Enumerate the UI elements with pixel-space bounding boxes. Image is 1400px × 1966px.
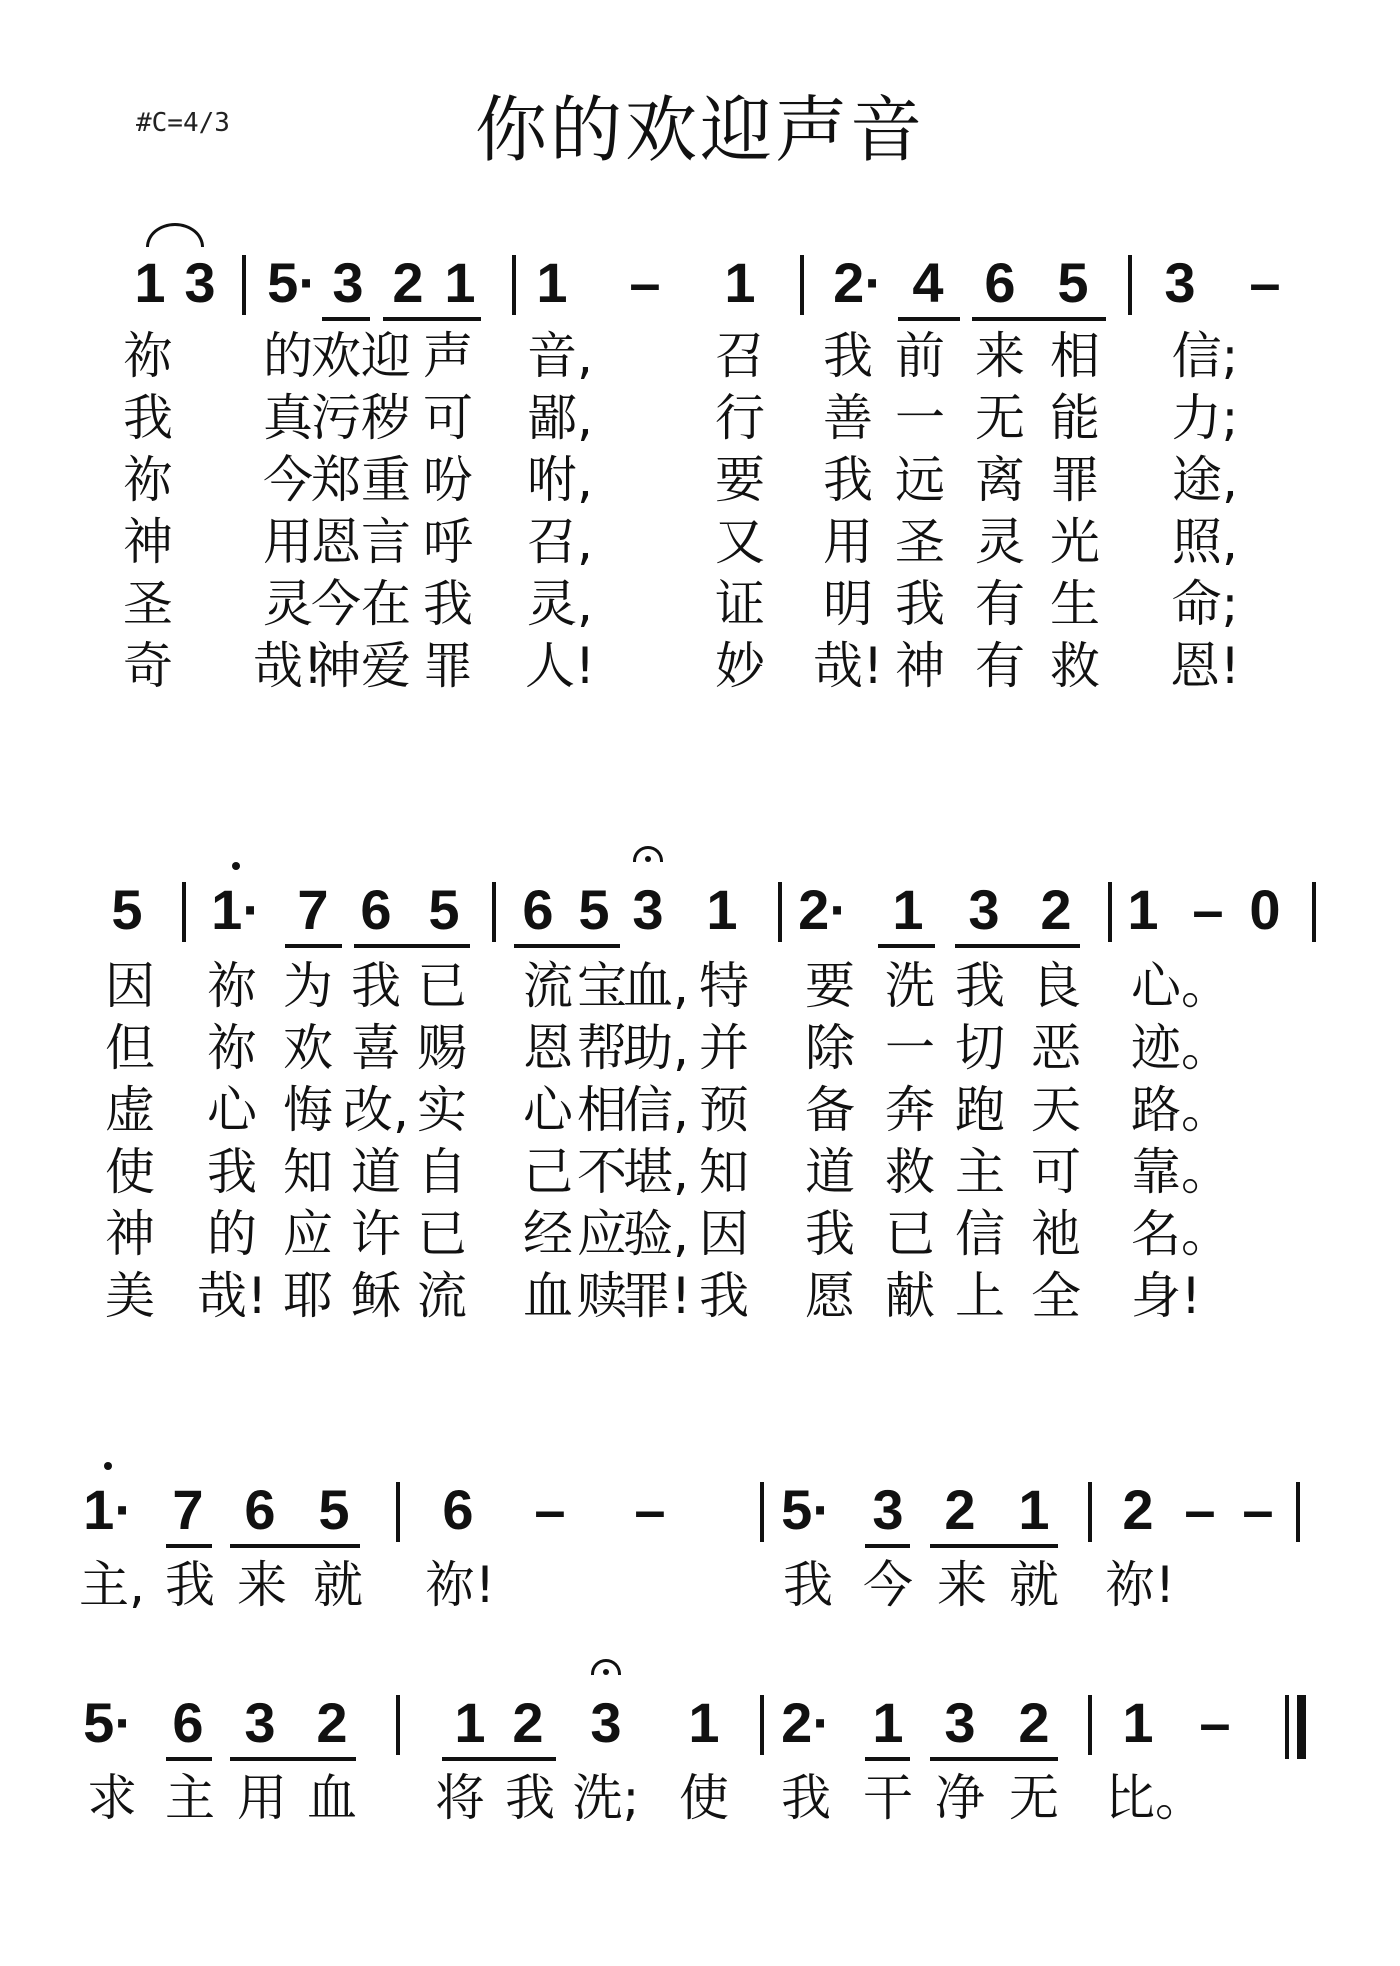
lyric-syllable: 哉! bbox=[197, 1267, 268, 1325]
lyric-syllable: 欢 bbox=[283, 1019, 333, 1077]
lyric-syllable: 妙 bbox=[715, 637, 765, 695]
note: – bbox=[629, 251, 661, 314]
note: 4 bbox=[912, 251, 944, 314]
lyric-syllable: 有 bbox=[975, 637, 1025, 695]
note: 5 bbox=[1057, 251, 1089, 314]
lyric-syllable: 圣 bbox=[895, 513, 945, 571]
note: 1 bbox=[1018, 1478, 1050, 1541]
lyric-syllable: 自 bbox=[417, 1143, 467, 1201]
note: 3 bbox=[244, 1691, 276, 1754]
lyric-syllable: 行 bbox=[715, 389, 765, 447]
lyric-syllable: 跑 bbox=[955, 1081, 1005, 1139]
lyric-syllable: 相 bbox=[577, 1081, 627, 1139]
lyric-syllable: 的 bbox=[207, 1205, 257, 1263]
note: 1 bbox=[706, 878, 738, 941]
lyric-syllable: 信 bbox=[955, 1205, 1005, 1263]
lyric-syllable: 召, bbox=[527, 513, 593, 571]
note: 1 bbox=[688, 1691, 720, 1754]
lyrics-verse-6 bbox=[0, 1266, 1400, 1332]
note: 5 bbox=[578, 878, 610, 941]
barline bbox=[512, 255, 516, 315]
lyric-syllable: 知 bbox=[699, 1143, 749, 1201]
lyric-syllable: 言 bbox=[361, 513, 411, 571]
high-octave-dot bbox=[104, 1462, 112, 1470]
lyric-syllable: 为 bbox=[283, 957, 333, 1015]
underline-beam bbox=[322, 317, 370, 321]
lyric-syllable: 帮 bbox=[577, 1019, 627, 1077]
lyric-syllable: 比。 bbox=[1105, 1769, 1205, 1827]
staff-line-2 bbox=[0, 880, 1400, 960]
lyric-syllable: 改, bbox=[343, 1081, 409, 1139]
barline bbox=[1128, 255, 1132, 315]
note: 2 bbox=[1018, 1691, 1050, 1754]
note: 6 bbox=[360, 878, 392, 941]
lyric-syllable: 声 bbox=[423, 327, 473, 385]
lyric-syllable: 我 bbox=[805, 1205, 855, 1263]
lyric-syllable: 我 bbox=[207, 1143, 257, 1201]
note: 1 bbox=[1127, 878, 1159, 941]
note: 1· bbox=[211, 878, 261, 941]
lyric-syllable: 主, bbox=[79, 1556, 145, 1614]
lyrics-verse-1 bbox=[0, 956, 1400, 1022]
lyric-syllable: 知 bbox=[283, 1143, 333, 1201]
lyric-syllable: 恩! bbox=[1170, 637, 1241, 695]
lyric-syllable: 召 bbox=[715, 327, 765, 385]
lyric-syllable: 光 bbox=[1050, 513, 1100, 571]
lyric-syllable: 净 bbox=[935, 1769, 985, 1827]
note: – bbox=[1184, 1478, 1216, 1541]
barline bbox=[1088, 1695, 1092, 1755]
lyric-syllable: 堪, bbox=[623, 1143, 689, 1201]
tie-arc bbox=[146, 223, 204, 247]
underline-beam bbox=[972, 317, 1106, 321]
lyrics-verse-3 bbox=[0, 450, 1400, 516]
note: 1 bbox=[1122, 1691, 1154, 1754]
barline bbox=[396, 1482, 400, 1542]
lyric-syllable: 悔 bbox=[283, 1081, 333, 1139]
lyric-syllable: 良 bbox=[1031, 957, 1081, 1015]
lyric-syllable: 今 bbox=[863, 1556, 913, 1614]
underline-beam bbox=[354, 944, 470, 948]
note: – bbox=[1192, 878, 1224, 941]
note: – bbox=[1242, 1478, 1274, 1541]
lyric-syllable: 恩 bbox=[311, 513, 361, 571]
underline-beam bbox=[878, 944, 935, 948]
note: – bbox=[634, 1478, 666, 1541]
lyric-syllable: 明 bbox=[823, 575, 873, 633]
lyric-syllable: 救 bbox=[885, 1143, 935, 1201]
lyric-syllable: 全 bbox=[1031, 1267, 1081, 1325]
barline bbox=[242, 255, 246, 315]
lyric-syllable: 耶 bbox=[283, 1267, 333, 1325]
note: 6 bbox=[244, 1478, 276, 1541]
lyric-syllable: 用 bbox=[823, 513, 873, 571]
note: 1 bbox=[536, 251, 568, 314]
lyric-syllable: 音, bbox=[527, 327, 593, 385]
lyrics-verse-2 bbox=[0, 388, 1400, 454]
barline bbox=[1088, 1482, 1092, 1542]
note: 6 bbox=[522, 878, 554, 941]
lyric-syllable: 又 bbox=[715, 513, 765, 571]
lyric-syllable: 生 bbox=[1050, 575, 1100, 633]
lyric-syllable: 迹。 bbox=[1131, 1019, 1231, 1077]
lyric-syllable: 恶 bbox=[1031, 1019, 1081, 1077]
song-title: 你的欢迎声音 bbox=[474, 88, 925, 172]
underline-beam bbox=[514, 944, 620, 948]
note: 2 bbox=[1040, 878, 1072, 941]
lyric-syllable: 道 bbox=[351, 1143, 401, 1201]
lyric-syllable: 祢 bbox=[207, 957, 257, 1015]
lyric-syllable: 一 bbox=[885, 1019, 935, 1077]
note: 7 bbox=[172, 1478, 204, 1541]
lyric-syllable: 善 bbox=[823, 389, 873, 447]
lyric-syllable: 我 bbox=[699, 1267, 749, 1325]
note: – bbox=[1249, 251, 1281, 314]
lyric-syllable: 但 bbox=[105, 1019, 155, 1077]
lyric-syllable: 远 bbox=[895, 451, 945, 509]
lyric-syllable: 郑 bbox=[311, 451, 361, 509]
lyric-syllable: 心 bbox=[523, 1081, 573, 1139]
lyric-syllable: 路。 bbox=[1131, 1081, 1231, 1139]
note: 5· bbox=[83, 1691, 133, 1754]
note: 7 bbox=[297, 878, 329, 941]
underline-beam bbox=[442, 1757, 556, 1761]
lyrics-verse-3 bbox=[0, 1080, 1400, 1146]
note: 3 bbox=[332, 251, 364, 314]
lyric-syllable: 今 bbox=[263, 451, 313, 509]
lyric-syllable: 前 bbox=[895, 327, 945, 385]
lyric-syllable: 迎 bbox=[361, 327, 411, 385]
lyric-syllable: 来 bbox=[237, 1556, 287, 1614]
underline-beam bbox=[230, 1757, 356, 1761]
lyric-syllable: 用 bbox=[237, 1769, 287, 1827]
lyric-syllable: 使 bbox=[679, 1769, 729, 1827]
lyric-syllable: 我 bbox=[895, 575, 945, 633]
lyric-syllable: 除 bbox=[805, 1019, 855, 1077]
lyric-syllable: 并 bbox=[699, 1019, 749, 1077]
lyrics-verse-2 bbox=[0, 1018, 1400, 1084]
lyric-syllable: 咐, bbox=[527, 451, 593, 509]
lyric-syllable: 的 bbox=[263, 327, 313, 385]
lyric-syllable: 经 bbox=[523, 1205, 573, 1263]
lyric-syllable: 爱 bbox=[361, 637, 411, 695]
note: 3 bbox=[590, 1691, 622, 1754]
lyric-syllable: 因 bbox=[105, 957, 155, 1015]
lyric-syllable: 秽 bbox=[361, 389, 411, 447]
fermata-mark bbox=[591, 1659, 621, 1675]
note: 2· bbox=[781, 1691, 831, 1754]
note: 1 bbox=[134, 251, 166, 314]
staff-line-1 bbox=[0, 253, 1400, 333]
lyric-syllable: 宝 bbox=[577, 957, 627, 1015]
lyric-syllable: 灵, bbox=[527, 575, 593, 633]
lyrics-verse-1 bbox=[0, 326, 1400, 392]
lyric-syllable: 己 bbox=[523, 1143, 573, 1201]
note: 2· bbox=[798, 878, 848, 941]
note: 1 bbox=[892, 878, 924, 941]
lyric-syllable: 使 bbox=[105, 1143, 155, 1201]
note: – bbox=[534, 1478, 566, 1541]
lyric-syllable: 罪! bbox=[621, 1267, 692, 1325]
lyric-syllable: 奇 bbox=[123, 637, 173, 695]
lyric-syllable: 已 bbox=[885, 1205, 935, 1263]
note: 6 bbox=[172, 1691, 204, 1754]
lyric-syllable: 要 bbox=[805, 957, 855, 1015]
lyric-syllable: 照, bbox=[1172, 513, 1238, 571]
lyric-syllable: 有 bbox=[975, 575, 1025, 633]
lyric-syllable: 备 bbox=[805, 1081, 855, 1139]
note: 2 bbox=[944, 1478, 976, 1541]
note: 5 bbox=[428, 878, 460, 941]
lyric-syllable: 道 bbox=[805, 1143, 855, 1201]
lyric-syllable: 我 bbox=[123, 389, 173, 447]
lyric-syllable: 不 bbox=[577, 1143, 627, 1201]
key-signature: #C=4/3 bbox=[136, 108, 230, 138]
note: 5· bbox=[781, 1478, 831, 1541]
lyric-syllable: 可 bbox=[1031, 1143, 1081, 1201]
underline-beam bbox=[930, 1757, 1058, 1761]
lyric-syllable: 切 bbox=[955, 1019, 1005, 1077]
lyric-syllable: 可 bbox=[423, 389, 473, 447]
note: 3 bbox=[632, 878, 664, 941]
barline bbox=[760, 1482, 764, 1542]
lyric-syllable: 助, bbox=[623, 1019, 689, 1077]
lyric-syllable: 心 bbox=[207, 1081, 257, 1139]
note: 3 bbox=[872, 1478, 904, 1541]
note: 3 bbox=[1164, 251, 1196, 314]
lyric-syllable: 血 bbox=[523, 1267, 573, 1325]
lyrics-verse-4 bbox=[0, 512, 1400, 578]
note: 3 bbox=[184, 251, 216, 314]
barline bbox=[182, 882, 186, 942]
lyric-syllable: 哉! bbox=[253, 637, 324, 695]
lyric-syllable: 污 bbox=[311, 389, 361, 447]
barline bbox=[800, 255, 804, 315]
note: 6 bbox=[984, 251, 1016, 314]
note: 5 bbox=[318, 1478, 350, 1541]
lyric-syllable: 今 bbox=[311, 575, 361, 633]
lyric-syllable: 奔 bbox=[885, 1081, 935, 1139]
lyric-syllable: 喜 bbox=[351, 1019, 401, 1077]
lyric-syllable: 灵 bbox=[263, 575, 313, 633]
lyric-syllable: 我 bbox=[423, 575, 473, 633]
lyric-syllable: 验, bbox=[623, 1205, 689, 1263]
underline-beam bbox=[166, 1544, 212, 1548]
note: 0 bbox=[1249, 878, 1281, 941]
barline bbox=[1108, 882, 1112, 942]
lyric-syllable: 主 bbox=[165, 1769, 215, 1827]
lyric-syllable: 就 bbox=[313, 1556, 363, 1614]
lyric-syllable: 神 bbox=[895, 637, 945, 695]
lyric-syllable: 在 bbox=[361, 575, 411, 633]
note: 5 bbox=[111, 878, 143, 941]
lyric-syllable: 赐 bbox=[417, 1019, 467, 1077]
underline-beam bbox=[930, 1544, 1058, 1548]
lyric-syllable: 救 bbox=[1050, 637, 1100, 695]
lyrics-verse-6 bbox=[0, 636, 1400, 702]
lyric-syllable: 神 bbox=[311, 637, 361, 695]
lyric-syllable: 祢 bbox=[123, 451, 173, 509]
lyric-syllable: 祂 bbox=[1031, 1205, 1081, 1263]
lyric-syllable: 血, bbox=[623, 957, 689, 1015]
lyric-syllable: 命; bbox=[1171, 575, 1239, 633]
lyric-syllable: 美 bbox=[105, 1267, 155, 1325]
lyric-syllable: 能 bbox=[1050, 389, 1100, 447]
barline bbox=[1285, 1695, 1289, 1759]
lyric-syllable: 我 bbox=[823, 327, 873, 385]
lyric-syllable: 血 bbox=[307, 1769, 357, 1827]
lyric-syllable: 干 bbox=[863, 1769, 913, 1827]
lyric-syllable: 将 bbox=[435, 1769, 485, 1827]
lyric-syllable: 用 bbox=[263, 513, 313, 571]
staff-line-4 bbox=[0, 1693, 1400, 1773]
underline-beam bbox=[285, 944, 342, 948]
note: 2 bbox=[512, 1691, 544, 1754]
note: 1· bbox=[83, 1478, 133, 1541]
lyric-syllable: 信; bbox=[1171, 327, 1239, 385]
lyric-syllable: 流 bbox=[417, 1267, 467, 1325]
lyric-syllable: 特 bbox=[699, 957, 749, 1015]
lyric-syllable: 来 bbox=[937, 1556, 987, 1614]
staff-line-3 bbox=[0, 1480, 1400, 1560]
lyric-syllable: 祢 bbox=[123, 327, 173, 385]
lyric-syllable: 证 bbox=[715, 575, 765, 633]
lyric-syllable: 应 bbox=[577, 1205, 627, 1263]
lyric-syllable: 虚 bbox=[105, 1081, 155, 1139]
note: 2 bbox=[316, 1691, 348, 1754]
barline bbox=[778, 882, 782, 942]
lyric-syllable: 罪 bbox=[1050, 451, 1100, 509]
lyric-syllable: 相 bbox=[1050, 327, 1100, 385]
lyric-syllable: 哉! bbox=[813, 637, 884, 695]
high-octave-dot bbox=[232, 862, 240, 870]
lyric-syllable: 主 bbox=[955, 1143, 1005, 1201]
lyric-syllable: 稣 bbox=[351, 1267, 401, 1325]
barline bbox=[396, 1695, 400, 1755]
lyric-syllable: 重 bbox=[361, 451, 411, 509]
lyric-syllable: 来 bbox=[975, 327, 1025, 385]
lyric-syllable: 靠。 bbox=[1131, 1143, 1231, 1201]
lyric-syllable: 欢 bbox=[311, 327, 361, 385]
lyrics-verse-4 bbox=[0, 1142, 1400, 1208]
underline-beam bbox=[383, 317, 481, 321]
lyric-syllable: 赎 bbox=[577, 1267, 627, 1325]
lyric-syllable: 我 bbox=[505, 1769, 555, 1827]
note: 2· bbox=[833, 251, 883, 314]
fermata-mark bbox=[633, 846, 663, 862]
lyric-syllable: 实 bbox=[417, 1081, 467, 1139]
lyric-syllable: 我 bbox=[783, 1556, 833, 1614]
lyric-syllable: 我 bbox=[955, 957, 1005, 1015]
lyric-syllable: 洗 bbox=[885, 957, 935, 1015]
barline bbox=[1312, 882, 1316, 942]
lyric-syllable: 神 bbox=[105, 1205, 155, 1263]
lyric-syllable: 途, bbox=[1172, 451, 1238, 509]
lyric-syllable: 罪 bbox=[423, 637, 473, 695]
lyric-syllable: 力; bbox=[1171, 389, 1239, 447]
lyric-syllable: 灵 bbox=[975, 513, 1025, 571]
lyric-syllable: 我 bbox=[823, 451, 873, 509]
lyric-syllable: 祢! bbox=[1105, 1556, 1176, 1614]
lyric-syllable: 祢 bbox=[207, 1019, 257, 1077]
lyrics-verse-5 bbox=[0, 1204, 1400, 1270]
lyric-syllable: 心。 bbox=[1131, 957, 1231, 1015]
underline-beam bbox=[898, 317, 960, 321]
underline-beam bbox=[865, 1544, 910, 1548]
lyric-syllable: 我 bbox=[351, 957, 401, 1015]
lyrics-verse-5 bbox=[0, 574, 1400, 640]
note: 2 bbox=[1122, 1478, 1154, 1541]
lyric-syllable: 愿 bbox=[805, 1267, 855, 1325]
lyric-syllable: 身! bbox=[1131, 1267, 1202, 1325]
lyric-syllable: 人! bbox=[525, 637, 596, 695]
lyric-syllable: 应 bbox=[283, 1205, 333, 1263]
lyric-syllable: 上 bbox=[955, 1267, 1005, 1325]
underline-beam bbox=[166, 1757, 212, 1761]
lyric-syllable: 离 bbox=[975, 451, 1025, 509]
lyric-syllable: 预 bbox=[699, 1081, 749, 1139]
lyric-syllable: 一 bbox=[895, 389, 945, 447]
lyric-syllable: 求 bbox=[87, 1769, 137, 1827]
lyric-syllable: 就 bbox=[1009, 1556, 1059, 1614]
lyric-syllable: 圣 bbox=[123, 575, 173, 633]
lyric-syllable: 无 bbox=[1009, 1769, 1059, 1827]
lyric-syllable: 吩 bbox=[423, 451, 473, 509]
note: 2 bbox=[392, 251, 424, 314]
lyrics-verse-1 bbox=[0, 1768, 1400, 1834]
lyric-syllable: 神 bbox=[123, 513, 173, 571]
lyric-syllable: 我 bbox=[165, 1556, 215, 1614]
lyric-syllable: 真 bbox=[263, 389, 313, 447]
barline bbox=[760, 1695, 764, 1755]
note: – bbox=[1199, 1691, 1231, 1754]
note: 1 bbox=[444, 251, 476, 314]
lyric-syllable: 恩 bbox=[523, 1019, 573, 1077]
lyric-syllable: 已 bbox=[417, 957, 467, 1015]
note: 1 bbox=[454, 1691, 486, 1754]
lyric-syllable: 信, bbox=[623, 1081, 689, 1139]
barline bbox=[492, 882, 496, 942]
underline-beam bbox=[865, 1757, 910, 1761]
note: 3 bbox=[944, 1691, 976, 1754]
note: 6 bbox=[442, 1478, 474, 1541]
lyric-syllable: 名。 bbox=[1131, 1205, 1231, 1263]
lyric-syllable: 天 bbox=[1031, 1081, 1081, 1139]
barline bbox=[1296, 1482, 1300, 1542]
note: 5· bbox=[267, 251, 317, 314]
lyric-syllable: 呼 bbox=[423, 513, 473, 571]
underline-beam bbox=[955, 944, 1080, 948]
lyric-syllable: 我 bbox=[781, 1769, 831, 1827]
lyric-syllable: 因 bbox=[699, 1205, 749, 1263]
lyric-syllable: 要 bbox=[715, 451, 765, 509]
note: 1 bbox=[872, 1691, 904, 1754]
lyric-syllable: 洗; bbox=[572, 1769, 640, 1827]
lyric-syllable: 鄙, bbox=[527, 389, 593, 447]
lyric-syllable: 祢! bbox=[425, 1556, 496, 1614]
underline-beam bbox=[230, 1544, 360, 1548]
lyric-syllable: 献 bbox=[885, 1267, 935, 1325]
note: 3 bbox=[968, 878, 1000, 941]
final-barline bbox=[1297, 1695, 1306, 1759]
lyric-syllable: 无 bbox=[975, 389, 1025, 447]
lyric-syllable: 流 bbox=[523, 957, 573, 1015]
note: 1 bbox=[724, 251, 756, 314]
lyric-syllable: 已 bbox=[417, 1205, 467, 1263]
lyrics-verse-1 bbox=[0, 1555, 1400, 1621]
lyric-syllable: 许 bbox=[351, 1205, 401, 1263]
